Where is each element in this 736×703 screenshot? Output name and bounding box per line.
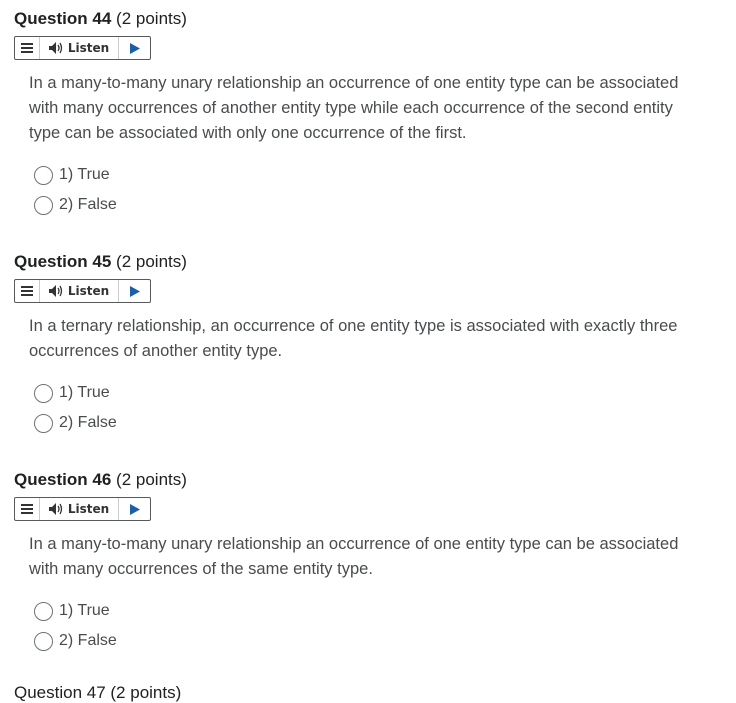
option-label: 2) False: [59, 632, 117, 649]
menu-icon: [21, 43, 33, 53]
option-true[interactable]: [34, 599, 110, 623]
radio-button[interactable]: [34, 196, 53, 215]
listen-toolbar: [14, 279, 151, 303]
menu-button[interactable]: [15, 498, 40, 520]
option-label: 1) True: [59, 166, 110, 183]
question-number: Question 44: [14, 9, 112, 28]
question-points: (2 points): [116, 252, 187, 271]
speaker-icon: [49, 503, 63, 515]
radio-button[interactable]: [34, 632, 53, 651]
question-number: Question 46: [14, 470, 112, 489]
listen-button[interactable]: [40, 37, 119, 59]
radio-button[interactable]: [34, 602, 53, 621]
listen-toolbar: [14, 497, 151, 521]
question-title: [14, 251, 714, 273]
listen-button[interactable]: [40, 498, 119, 520]
question-points: (2 points): [116, 470, 187, 489]
play-button[interactable]: [119, 280, 150, 302]
menu-icon: [21, 286, 33, 296]
radio-button[interactable]: [34, 166, 53, 185]
menu-icon: [21, 504, 33, 514]
question-number: Question 45: [14, 252, 112, 271]
listen-toolbar: [14, 36, 151, 60]
option-label: 1) True: [59, 384, 110, 401]
listen-label: Listen: [67, 41, 110, 55]
next-question-title: Question 47 (2 points): [14, 683, 182, 702]
play-button[interactable]: [119, 498, 150, 520]
option-label: 2) False: [59, 196, 117, 213]
play-button[interactable]: [119, 37, 150, 59]
question-text: In a many-to-many unary relationship an occurrence of one entity type can be associated with many occurrences of the same entity type.: [29, 535, 679, 578]
menu-button[interactable]: [15, 37, 40, 59]
question-title: [14, 8, 714, 30]
option-false[interactable]: [34, 629, 117, 653]
option-true[interactable]: [34, 163, 110, 187]
play-icon: [130, 43, 140, 54]
question-44: [14, 8, 714, 213]
speaker-icon: [49, 285, 63, 297]
question-text: In a many-to-many unary relationship an occurrence of one entity type can be associated with many occurrences of another entity type while each occurrence of the second entity type can be associated with only one occurrence of the first.: [29, 74, 679, 142]
option-label: 2) False: [59, 414, 117, 431]
listen-label: Listen: [67, 502, 110, 516]
radio-button[interactable]: [34, 414, 53, 433]
menu-button[interactable]: [15, 280, 40, 302]
option-false[interactable]: [34, 193, 117, 217]
option-false[interactable]: [34, 411, 117, 435]
question-46: [14, 469, 714, 649]
radio-button[interactable]: [34, 384, 53, 403]
play-icon: [130, 286, 140, 297]
speaker-icon: [49, 42, 63, 54]
question-text: In a ternary relationship, an occurrence of one entity type is associated with exactly three occurrences of another entity type.: [29, 317, 678, 360]
question-45: [14, 251, 714, 431]
listen-label: Listen: [67, 284, 110, 298]
option-label: 1) True: [59, 602, 110, 619]
question-title: [14, 469, 714, 491]
question-points: (2 points): [116, 9, 187, 28]
listen-button[interactable]: [40, 280, 119, 302]
option-true[interactable]: [34, 381, 110, 405]
play-icon: [130, 504, 140, 515]
